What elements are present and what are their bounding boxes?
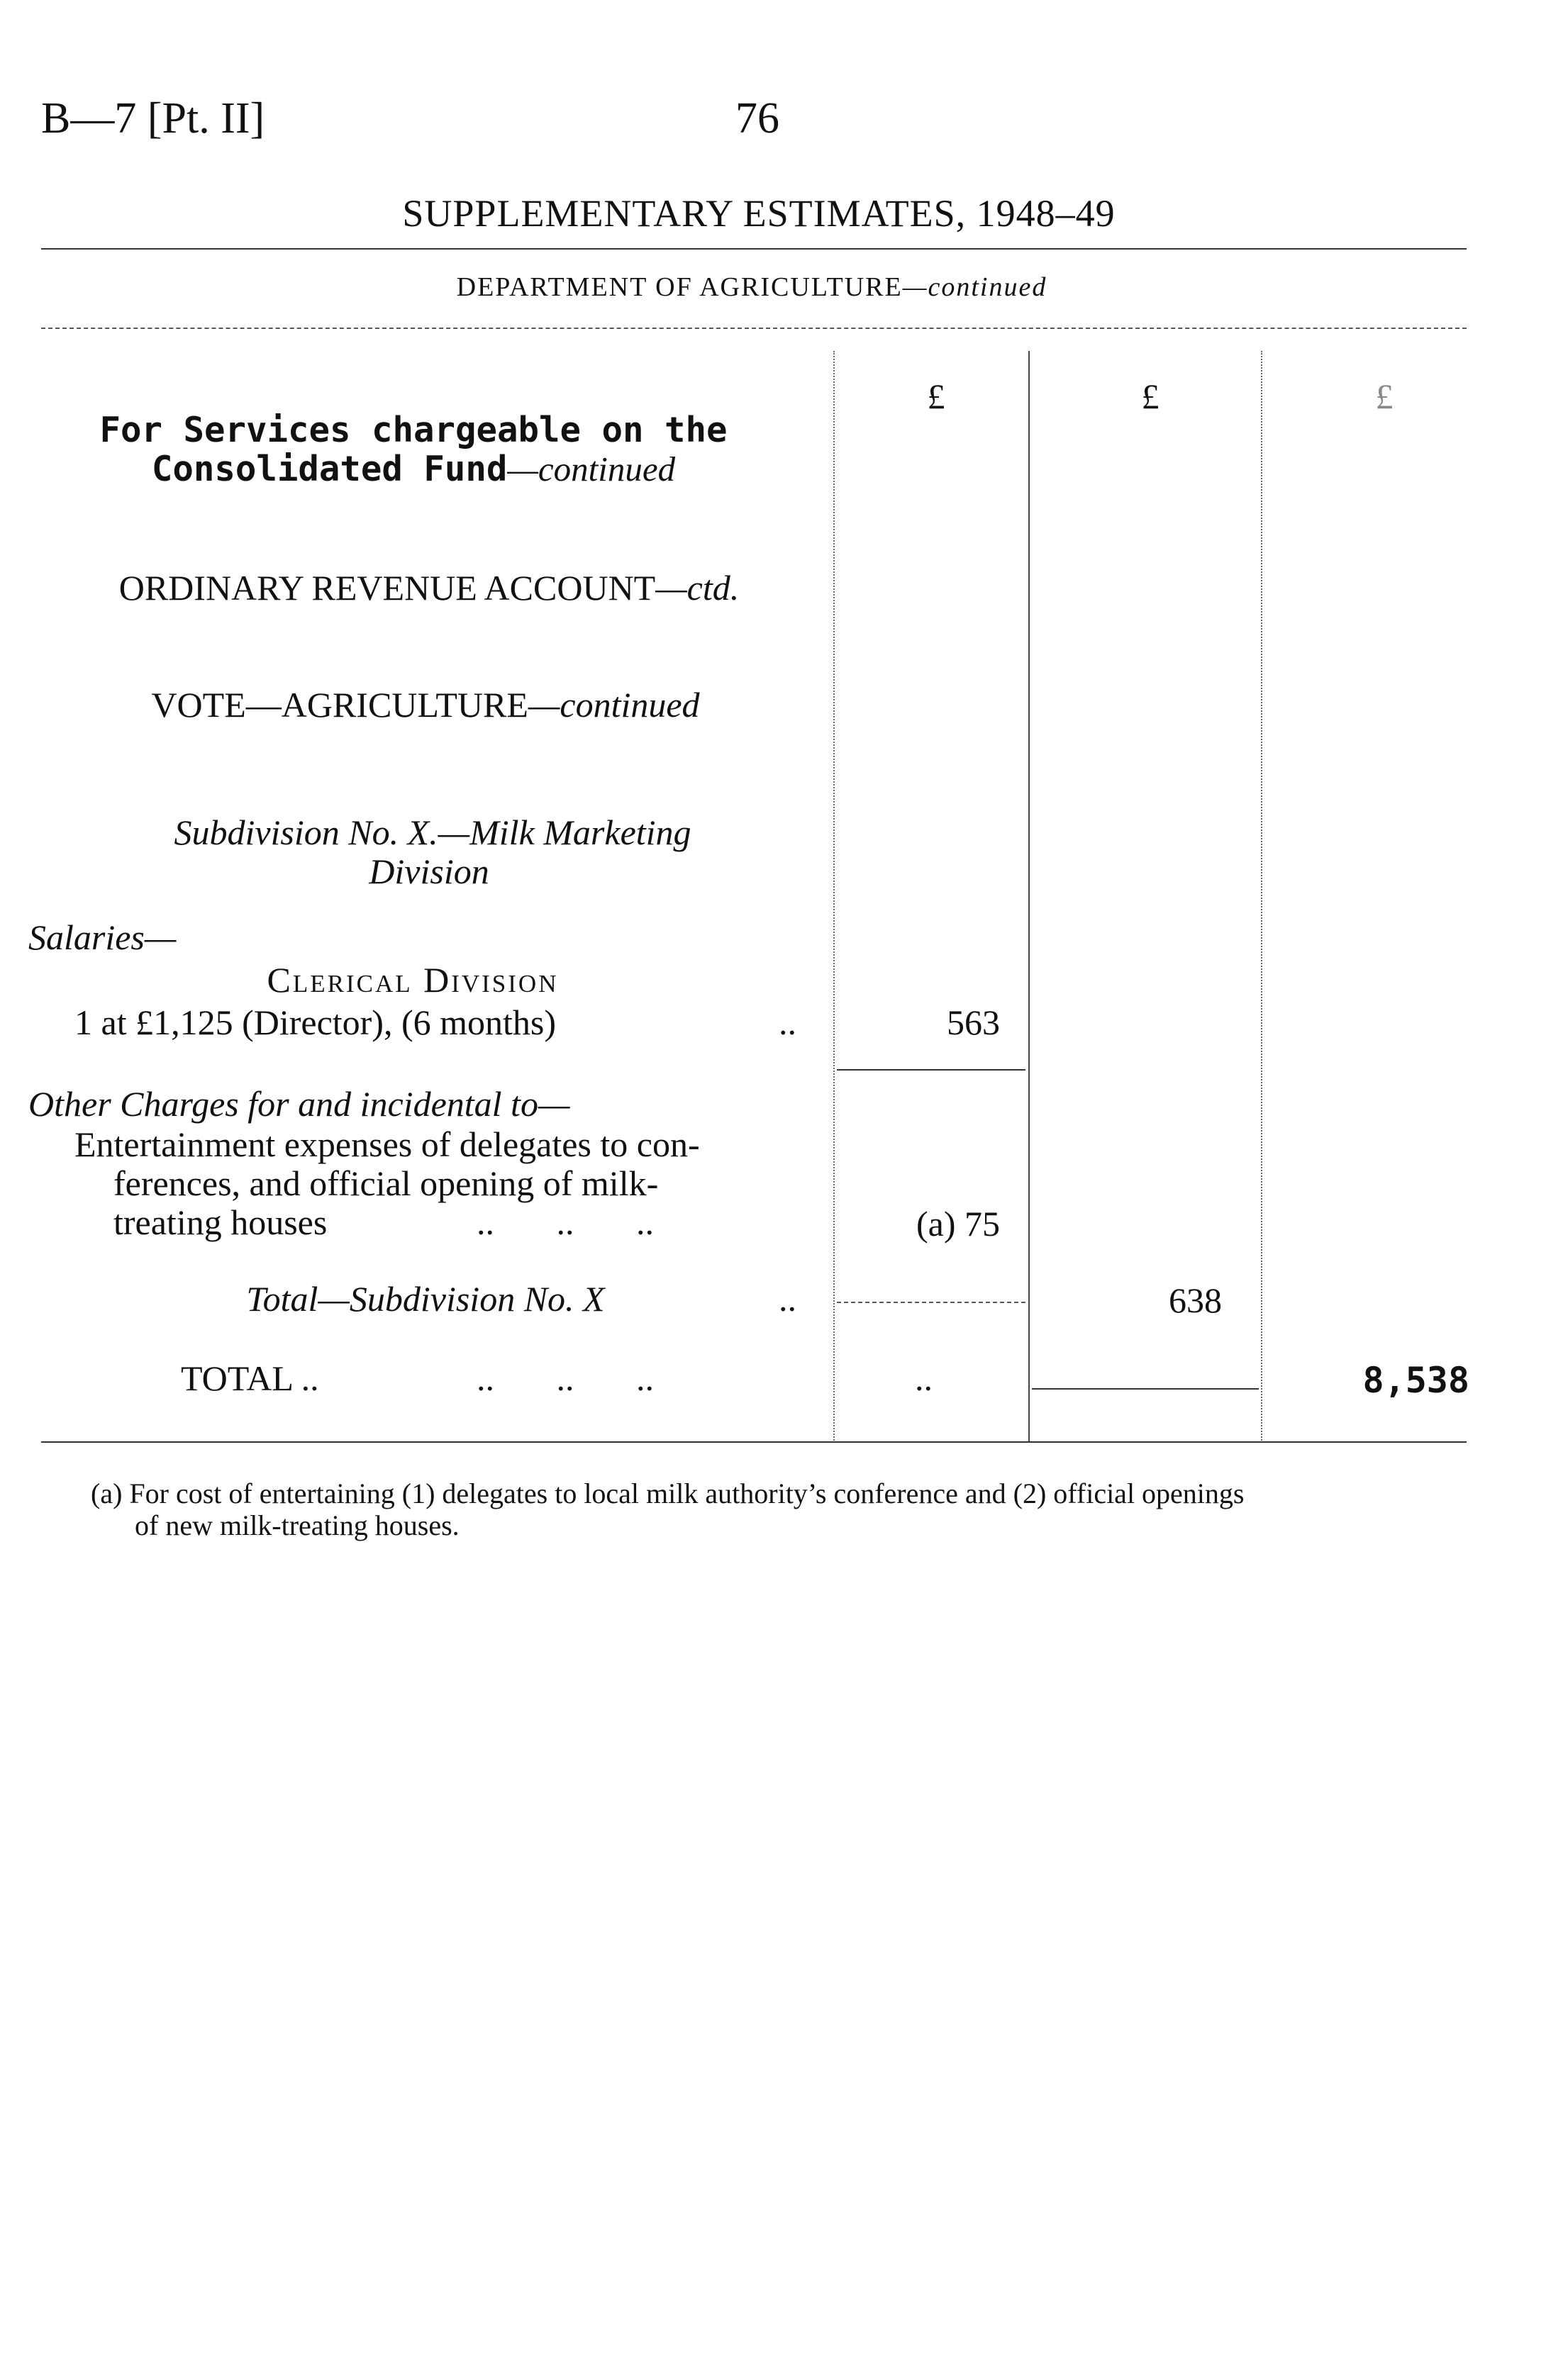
column-rule-3 [1261,351,1262,1443]
column-header-2: £ [1141,376,1160,416]
page-number: 76 [735,94,779,143]
services-heading-line2 [152,449,675,489]
account-heading [119,567,740,608]
total-rule [1032,1388,1259,1390]
footnote-line2: of new milk-treating houses. [135,1509,460,1541]
subtotal-label: Total—Subdivision No. X [246,1279,605,1319]
other-charges-line3: treating houses [113,1202,328,1242]
vote-suffix: —continued [528,685,700,725]
services-heading-line1: For Services chargeable on the [99,410,728,450]
column-rule-2 [1028,351,1030,1443]
total-leader: .. .. .. [477,1358,654,1398]
total-label: TOTAL .. [181,1358,319,1398]
vote-heading [151,684,699,725]
vote-label: VOTE—AGRICULTURE [151,685,528,725]
column-header-3: £ [1375,376,1394,416]
other-charges-leader: .. .. .. [477,1202,654,1242]
document-title: SUPPLEMENTARY ESTIMATES, 1948–49 [402,192,1116,235]
other-charges-amount: (a) 75 [916,1204,1000,1244]
account-suffix: —ctd. [655,568,740,608]
footnote-line1: (a) For cost of entertaining (1) delegates to local milk authority’s conference and (2) official openings [91,1477,1245,1509]
salaries-leader: .. [779,1002,796,1042]
salaries-item: 1 at £1,125 (Director), (6 months) [74,1002,557,1042]
services-fund: Consolidated Fund [151,449,508,489]
column-rule-1 [833,351,835,1443]
other-charges-line1: Entertainment expenses of delegates to con- [74,1124,700,1164]
subdivision-heading-line1: Subdivision No. X.—Milk Marketing [174,812,691,852]
subtotal-leader: .. [779,1279,796,1319]
account-label: ORDINARY REVENUE ACCOUNT [118,568,656,608]
salaries-amount: 563 [947,1002,1000,1042]
other-charges-line2: ferences, and official opening of milk- [113,1163,659,1203]
total-amount: 8,538 [1362,1360,1469,1401]
clerical-division-heading: Clerical Division [267,960,559,1000]
subdivision-heading-line2: Division [369,851,489,891]
page-reference: B—7 [Pt. II] [41,94,265,143]
department-heading [457,272,1047,303]
salaries-heading: Salaries— [28,917,177,957]
department-name: DEPARTMENT OF AGRICULTURE [456,272,903,302]
table-bottom-rule [41,1441,1467,1443]
department-continued: —continued [902,272,1047,302]
total-col1-leader: .. [915,1358,933,1398]
other-charges-heading: Other Charges for and incidental to— [28,1084,570,1124]
subtotal-rule [837,1302,1025,1303]
subtotal-amount: 638 [1169,1280,1222,1320]
column-header-1: £ [927,376,945,416]
services-continued: —continued [507,449,676,488]
department-rule [41,328,1467,329]
title-rule [41,248,1467,250]
salaries-rule [837,1069,1025,1071]
